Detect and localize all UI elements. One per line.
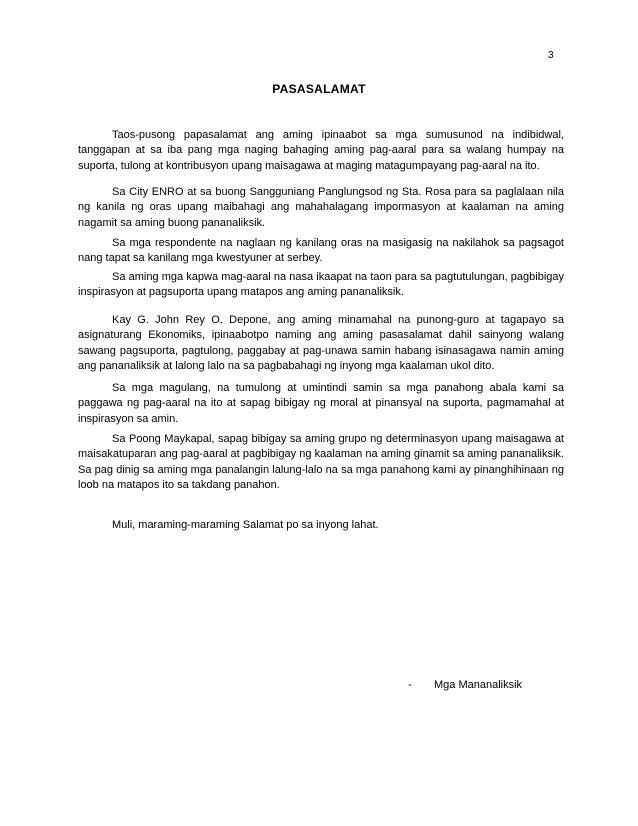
page-number: 3 [548, 50, 554, 61]
paragraph-respondents: Sa mga respondente na naglaan ng kanilang oras na masigasig na nakilahok sa pagsagot nang tapat sa kanilang mga kwestyuner at serbey. [78, 237, 564, 265]
signature-dash: - [408, 679, 412, 691]
paragraph-god: Sa Poong Maykapal, sapag bibigay sa aming grupo ng determinasyon upang maisagawa at maisakatuparan ang pag-aaral at pagbibigay ng kaalaman na aming ginamit sa aming pananaliksik. Sa pag dinig sa aming mga panalangin lalung-lalo na sa mga panahong kami ay pinanghihinaan ng loob na matapos ito sa takdang panahon. [78, 433, 564, 491]
paragraph-intro: Taos-pusong papasalamat ang aming ipinaabot sa mga sumusunod na indibidwal, tanggapan at sa iba pang mga naging bahaging aming pag-aaral para sa walang humpay na suporta, tulong at kontribusyon upang maisagawa at maging matagumpayang pag-aaral na ito. [78, 129, 564, 172]
paragraph-city-enro: Sa City ENRO at sa buong Sangguniang Panglungsod ng Sta. Rosa para sa paglalaan nila ng kanila ng oras upang maibahagi ang mahahalagang impormasyon at kaalaman na aming nagamit sa aming buong pananaliksik. [78, 186, 564, 229]
signature-name: Mga Mananaliksik [434, 679, 523, 691]
document-title: PASASALAMAT [272, 82, 366, 96]
signature-block [408, 679, 522, 691]
paragraph-classmates: Sa aming mga kapwa mag-aaral na nasa ikaapat na taon para sa pagtutulungan, pagbibigay inspirasyon at pagsuporta upang matapos ang aming pananaliksik. [78, 271, 564, 299]
closing-line: Muli, maraming-maraming Salamat po sa inyong lahat. [112, 519, 379, 531]
paragraph-adviser: Kay G. John Rey O. Depone, ang aming minamahal na punong-guro at tagapayo sa asignaturang Ekonomiks, ipinaabotpo naming ang aming pasasalamat dahil sainyong walang sawang pagsuporta, pagtulong, paggabay at pag-unawa samin habang isinasagawa namin aming ang pananaliksik at lalong lalo na sa pagbabahagi ng inyong mga kaalaman ukol dito. [78, 314, 564, 372]
paragraph-parents: Sa mga magulang, na tumulong at umintindi samin sa mga panahong abala kami sa paggawa ng pag-aaral na ito at sapag bibigay ng moral at pinansyal na suporta, pagmamahal at inspirasyon sa amin. [78, 382, 564, 425]
